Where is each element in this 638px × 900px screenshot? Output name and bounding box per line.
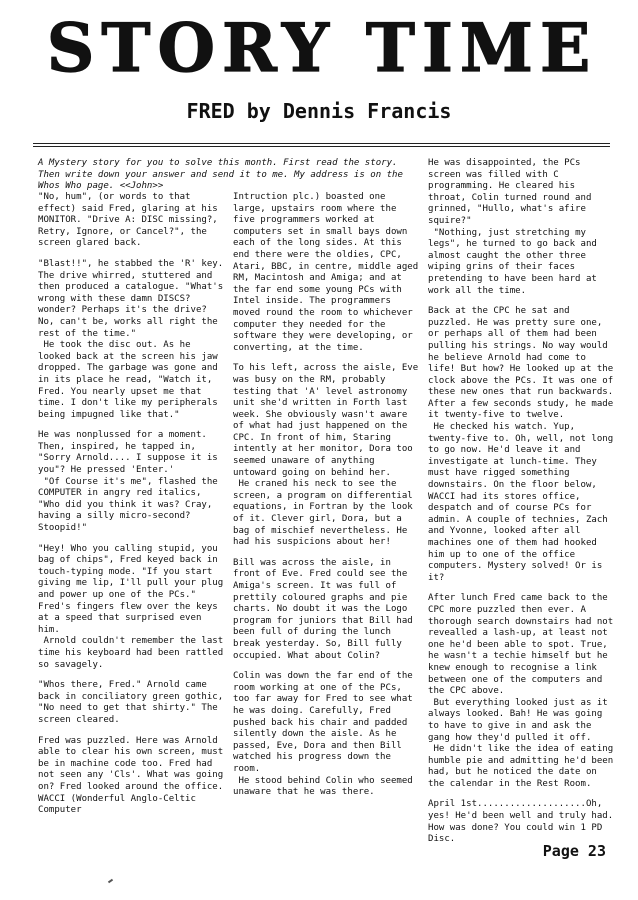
column-3	[428, 158, 619, 855]
column-2	[233, 192, 424, 808]
byline: FRED by Dennis Francis	[186, 99, 452, 123]
story-paragraph: Intruction plc.) boasted one large, upstairs room where the five programmers worked at computers set in small bays down each of the long sides. At this end there were the oldies, CPC, Atari, BBC, in centre, middle aged RM, Macintosh and Amiga; and at the far end some young PCs with Intel inside. The programmers moved round the room to whichever computer they needed for the software they were developing, or converting, at the time.	[233, 192, 424, 353]
page-number: Page 23	[542, 842, 606, 860]
story-paragraph: Back at the CPC he sat and puzzled. He was pretty sure one, or perhaps all of them had been pulling his strings. No way would he believe Arnold had come to life! But how? He looked up at the clock above the PCs. It was one of these new ones that run backwards. After a few seconds study, he made it twenty-five to twelve. He checked his watch. Yup, twenty-five to. Oh, well, not long to go now. He'd leave it and investigate at lunch-time. They must have rigged something downstairs. On the floor below, WACCI had its stores office, despatch and of course PCs for admin. A couple of technies, Zach and Yvonne, looked after all machines one of them had hooked him up to one of the office computers. Mystery solved! Or is it?	[428, 306, 614, 583]
divider-rule	[33, 143, 610, 144]
story-paragraph: Fred was puzzled. Here was Arnold able to clear his own screen, must be in machine code too. Fred had not seen any 'Cls'. What was going on? Fred looked around the office. WACCI (Wonderful Anglo-Celtic Computer	[38, 735, 229, 816]
story-paragraph: To his left, across the aisle, Eve was busy on the RM, probably testing that 'A' level astronomy unit she'd written in Forth last week. She obviously wasn't aware of what had just happened on the CPC. In front of him, Staring intently at her monitor, Dora too seemed unaware of anything untoward going on behind her. He craned his neck to see the screen, a program on differential equations, in Fortran by the look of it. Clever girl, Dora, but a bag of mischief nevertheless. He had his suspicions about her!	[233, 363, 419, 548]
divider-rule-secondary	[33, 146, 610, 147]
scan-speck	[108, 879, 113, 884]
page-title: STORY TIME	[46, 9, 598, 87]
story-paragraph: April 1st....................Oh, yes! He'd been well and truly had. How was done? You could win 1 PD Disc.	[428, 799, 619, 845]
story-paragraph: "No, hum", (or words to that effect) said Fred, glaring at his MONITOR. "Drive A: DISC missing?, Retry, Ignore, or Cancel?", the screen glared back.	[38, 192, 224, 249]
story-paragraph: Bill was across the aisle, in front of Eve. Fred could see the Amiga's screen. It was full of prettily coloured graphs and pie charts. No doubt it was the Logo program for juniors that Bill had been full of during the lunch break yesterday. So, Bill fully occupied. What about Colin?	[233, 557, 419, 661]
intro-text: A Mystery story for you to solve this month. First read the story. Then write down your answer and send it to me. My address is on the Whos Who page. <<John>>	[38, 158, 403, 192]
column-1	[38, 192, 229, 826]
story-paragraph: He was nonplussed for a moment. Then, inspired, he tapped in, "Sorry Arnold.... I suppose it is you"? He pressed 'Enter.' "Of Course it's me", flashed the COMPUTER in angry red italics, "Who did you think it was? Cray, having a silly micro-second? Stoopid!"	[38, 430, 218, 534]
story-paragraph: "Whos there, Fred." Arnold came back in conciliatory green gothic, "No need to get that shirty." The screen cleared.	[38, 680, 229, 725]
story-paragraph: "Hey! Who you calling stupid, you bag of chips", Fred keyed back in touch-typing mode. "If you start giving me lip, I'll pull your plug and power up one of the PCs." Fred's fingers flew over the keys at a speed that surprised even him. Arnold couldn't remember the last time his keyboard had been rattled so savagely.	[38, 543, 224, 670]
story-paragraph: Colin was down the far end of the room working at one of the PCs, too far away for Fred to see what he was doing. Carefully, Fred pushed back his chair and padded silently down the aisle. As he passed, Eve, Dora and then Bill watched his progress down the room. He stood behind Colin who seemed unaware that he was there.	[233, 671, 413, 798]
story-paragraph: After lunch Fred came back to the CPC more puzzled then ever. A thorough search downstairs had not revealled a lash-up, at least not one he'd been able to spot. True, he wasn't a techie himself but he knew enough to recognise a link between one of the computers and the CPC above. But everything looked just as it always looked. Bah! He was going to have to give in and ask the gang how they'd pulled it off. He didn't like the idea of eating humble pie and admitting he'd been had, but he noticed the date on the calendar in the Rest Room.	[428, 593, 614, 789]
story-paragraph: "Blast!!", he stabbed the 'R' key. The drive whirred, stuttered and then produced a catalogue. "What's wrong with these damn DISCS? wonder? Perhaps it's the drive? No, can't be, works all right the rest of the time." He took the disc out. As he looked back at the screen his jaw dropped. The garbage was gone and in its place he read, "Watch it, Fred. You nearly upset me that time. I don't like my peripherals being impugned like that."	[38, 258, 224, 420]
story-paragraph: He was disappointed, the PCs screen was filled with C programming. He cleared his throat, Colin turned round and grinned, "Hullo, what's afire squire?" "Nothing, just stretching my legs", he turned to go back and almost caught the other three wiping grins of their faces pretending to have been hard at work all the time.	[428, 158, 597, 296]
